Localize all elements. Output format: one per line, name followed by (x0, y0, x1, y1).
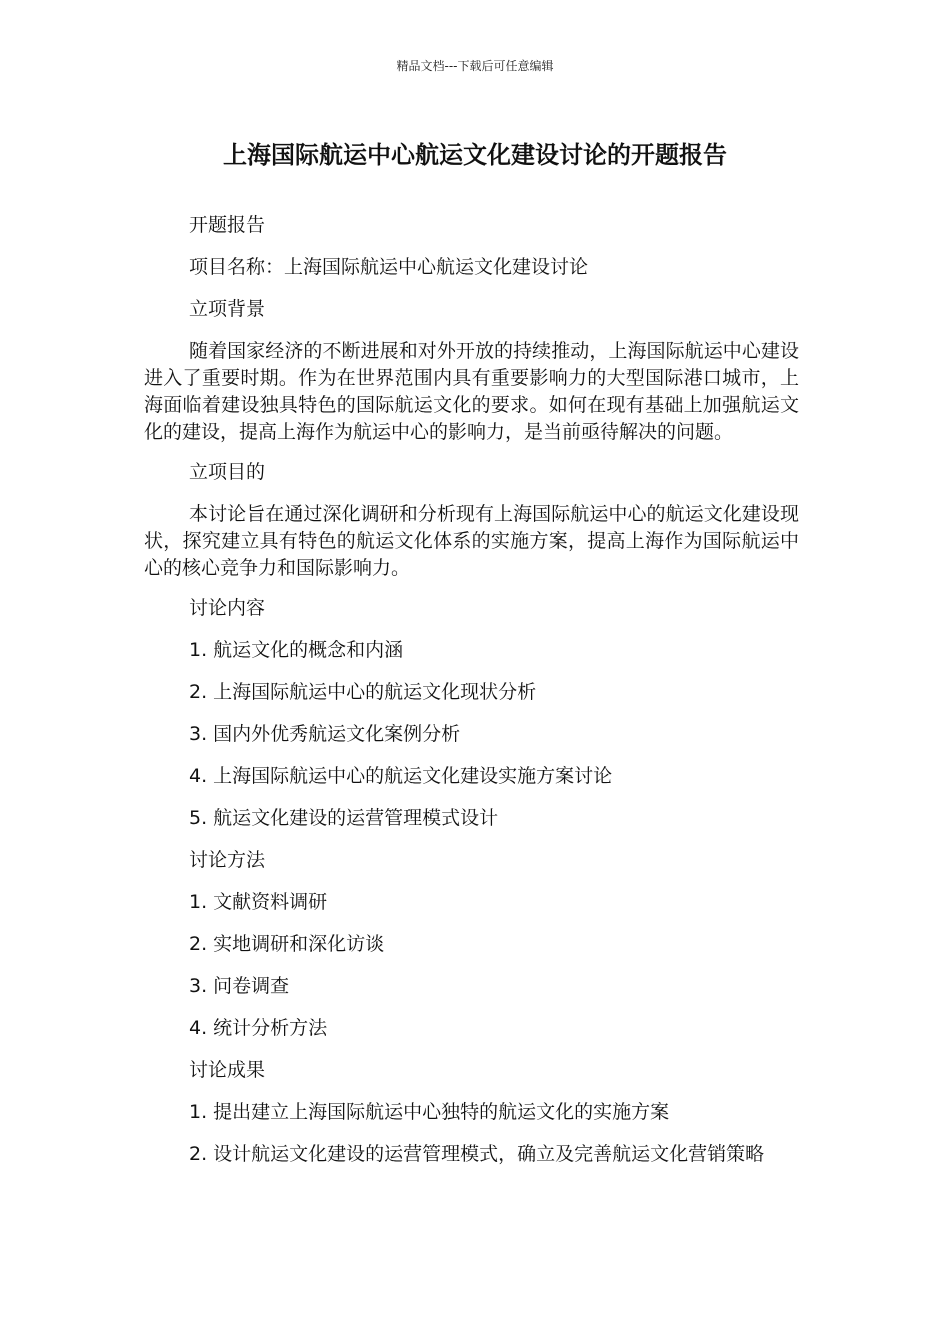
list-item: 3. 国内外优秀航运文化案例分析 (189, 723, 461, 745)
list-item: 1. 航运文化的概念和内涵 (189, 639, 404, 661)
list-item: 4. 上海国际航运中心的航运文化建设实施方案讨论 (189, 765, 613, 787)
purpose-paragraph: 本讨论旨在通过深化调研和分析现有上海国际航运中心的航运文化建设现状，探究建立具有特色的航运文化体系的实施方案，提高上海作为国际航运中心的核心竞争力和国际影响力。 (144, 503, 799, 579)
list-item: 1. 提出建立上海国际航运中心独特的航运文化的实施方案 (189, 1101, 670, 1123)
project-name: 项目名称：上海国际航运中心航运文化建设讨论 (189, 256, 589, 278)
section-heading-report: 开题报告 (189, 214, 266, 236)
background-paragraph: 随着国家经济的不断进展和对外开放的持续推动，上海国际航运中心建设进入了重要时期。作为在世界范围内具有重要影响力的大型国际港口城市，上海面临着建设独具特色的国际航运文化的要求。如何在现有基础上加强航运文化的建设，提高上海作为航运中心的影响力，是当前亟待解决的问题。 (144, 340, 799, 443)
document-title: 上海国际航运中心航运文化建设讨论的开题报告 (223, 141, 727, 169)
section-heading-methods: 讨论方法 (189, 849, 266, 871)
list-item: 5. 航运文化建设的运营管理模式设计 (189, 807, 499, 829)
list-item: 3. 问卷调查 (189, 975, 290, 997)
section-heading-purpose: 立项目的 (189, 461, 266, 483)
section-heading-background: 立项背景 (189, 298, 266, 320)
list-item: 2. 设计航运文化建设的运营管理模式，确立及完善航运文化营销策略 (189, 1143, 765, 1165)
page-header: 精品文档---下载后可任意编辑 (396, 59, 554, 73)
list-item: 2. 实地调研和深化访谈 (189, 933, 385, 955)
list-item: 2. 上海国际航运中心的航运文化现状分析 (189, 681, 537, 703)
list-item: 1. 文献资料调研 (189, 891, 328, 913)
list-item: 4. 统计分析方法 (189, 1017, 328, 1039)
document-body (144, 212, 799, 1181)
section-heading-results: 讨论成果 (189, 1059, 266, 1081)
section-heading-content: 讨论内容 (189, 597, 266, 619)
